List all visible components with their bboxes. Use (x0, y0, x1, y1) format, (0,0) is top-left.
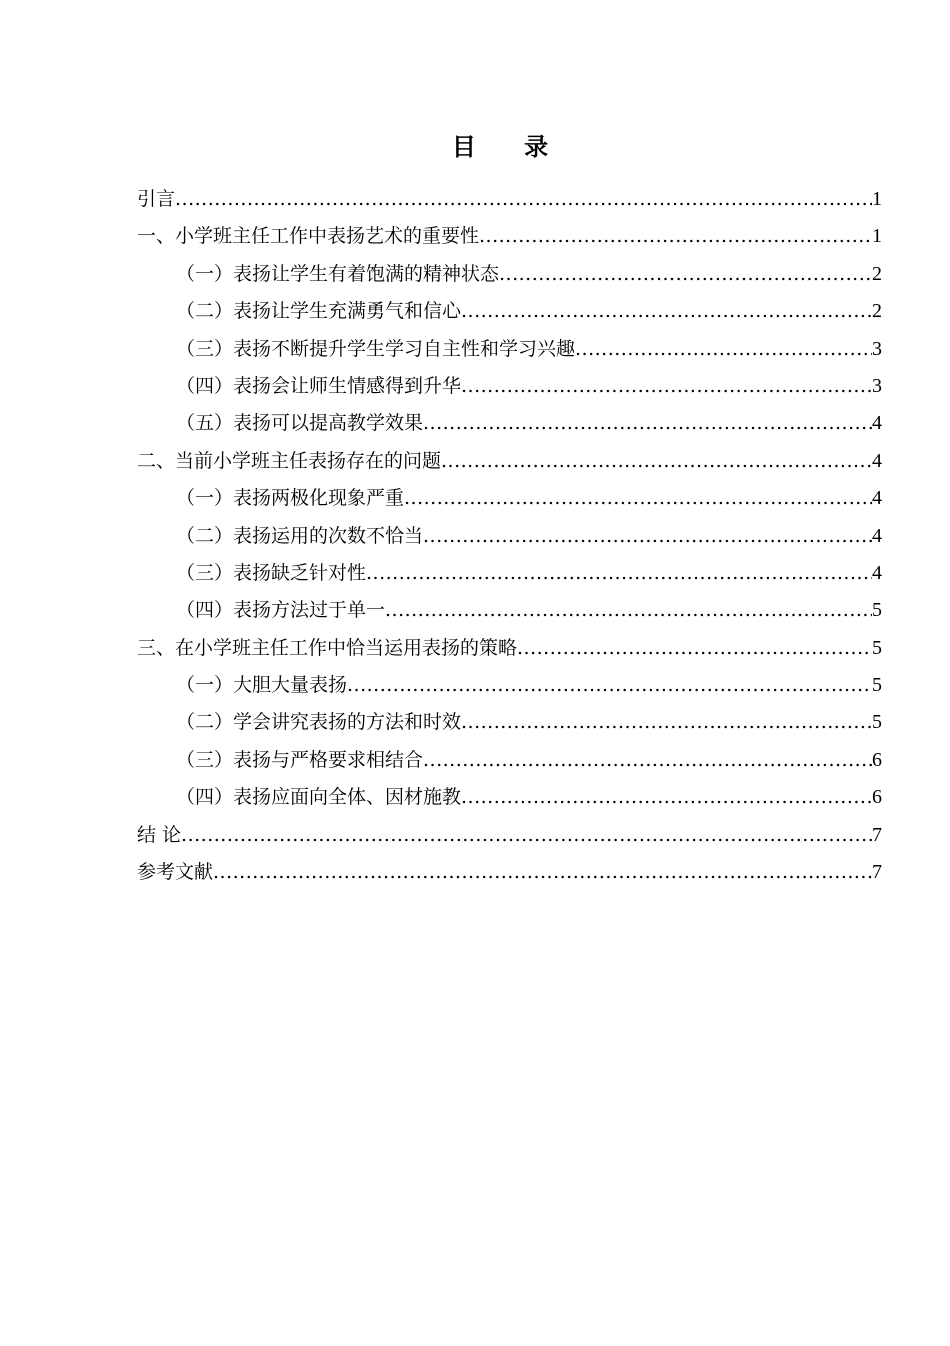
toc-dot-leader (366, 555, 872, 592)
toc-entry-text: （一）表扬让学生有着饱满的精神状态 (176, 262, 500, 285)
toc-dot-leader (423, 742, 872, 779)
toc-page-number: 3 (872, 337, 882, 360)
toc-dot-leader (181, 817, 872, 854)
toc-dot-leader (461, 704, 872, 741)
toc-entry[interactable] (137, 592, 882, 629)
toc-entry[interactable] (137, 218, 882, 255)
toc-page-number: 4 (872, 487, 882, 510)
toc-entry[interactable] (137, 555, 882, 592)
toc-entry[interactable] (137, 742, 882, 779)
toc-dot-leader (461, 293, 872, 330)
toc-entry-text: （三）表扬不断提升学生学习自主性和学习兴趣 (176, 337, 576, 360)
toc-entry[interactable] (137, 293, 882, 330)
toc-entry[interactable] (137, 630, 882, 667)
toc-page-number: 1 (872, 188, 882, 210)
toc-entry[interactable] (137, 331, 882, 368)
toc-entry-text: 一、小学班主任工作中表扬艺术的重要性 (137, 225, 480, 248)
toc-entry[interactable] (137, 667, 882, 704)
toc-dot-leader (213, 854, 872, 891)
toc-entry-text: （三）表扬与严格要求相结合 (176, 748, 424, 771)
toc-entry[interactable] (137, 181, 882, 218)
toc-entry-text: （一）表扬两极化现象严重 (176, 487, 405, 510)
toc-dot-leader (499, 256, 872, 293)
toc-dot-leader (441, 443, 872, 480)
toc-entry[interactable] (137, 480, 882, 517)
toc-entry-text: （三）表扬缺乏针对性 (176, 561, 367, 584)
toc-entry-text: （二）表扬让学生充满勇气和信心 (176, 300, 462, 323)
toc-dot-leader (347, 667, 872, 704)
toc-entry-text: （二）表扬运用的次数不恰当 (176, 524, 424, 547)
toc-entry[interactable] (137, 704, 882, 741)
toc-dot-leader (479, 218, 872, 255)
toc-page-number: 3 (872, 374, 882, 397)
toc-dot-leader (175, 181, 872, 218)
toc-entry[interactable] (137, 518, 882, 555)
toc-page-number: 1 (872, 225, 882, 248)
toc-entry[interactable] (137, 779, 882, 816)
toc-dot-leader (517, 630, 872, 667)
toc-page-number: 4 (872, 524, 882, 547)
toc-dot-leader (423, 518, 872, 555)
toc-dot-leader (404, 480, 872, 517)
toc-entry[interactable] (137, 405, 882, 442)
toc-entry-text: （四）表扬会让师生情感得到升华 (176, 374, 462, 397)
table-of-contents (137, 181, 882, 891)
toc-entry[interactable] (137, 854, 882, 891)
toc-page-number: 4 (872, 561, 882, 584)
toc-entry-text: 参考文献 (137, 861, 214, 884)
toc-entry[interactable] (137, 256, 882, 293)
toc-entry-text: （一）大胆大量表扬 (176, 674, 348, 697)
toc-dot-leader (575, 331, 872, 368)
toc-page-number: 2 (872, 300, 882, 323)
toc-dot-leader (461, 368, 872, 405)
toc-page-number: 6 (872, 786, 882, 809)
toc-entry-text: （四）表扬应面向全体、因材施教 (176, 786, 462, 809)
page-title: 目 录 (451, 133, 569, 161)
toc-entry-text: （四）表扬方法过于单一 (176, 599, 386, 622)
toc-page-number: 6 (872, 748, 882, 771)
toc-dot-leader (461, 779, 872, 816)
toc-page-number: 7 (872, 861, 882, 884)
toc-entry-text: 引言 (137, 188, 176, 210)
toc-entry-text: （五）表扬可以提高教学效果 (176, 412, 424, 435)
toc-page-number: 2 (872, 262, 882, 285)
toc-page-number: 5 (872, 711, 882, 734)
toc-page-number: 5 (872, 636, 882, 659)
toc-entry-text: 二、当前小学班主任表扬存在的问题 (137, 449, 442, 472)
toc-dot-leader (385, 592, 872, 629)
toc-entry[interactable] (137, 368, 882, 405)
toc-page-number: 7 (872, 823, 882, 846)
toc-entry[interactable] (137, 443, 882, 480)
toc-dot-leader (423, 405, 872, 442)
toc-entry-text: （二）学会讲究表扬的方法和时效 (176, 711, 462, 734)
toc-entry[interactable] (137, 817, 882, 854)
toc-page-number: 5 (872, 674, 882, 697)
toc-page-number: 4 (872, 412, 882, 435)
toc-page-number: 5 (872, 599, 882, 622)
toc-entry-text: 三、在小学班主任工作中恰当运用表扬的策略 (137, 636, 518, 659)
toc-page-number: 4 (872, 449, 882, 472)
toc-entry-text: 结 论 (137, 823, 182, 846)
